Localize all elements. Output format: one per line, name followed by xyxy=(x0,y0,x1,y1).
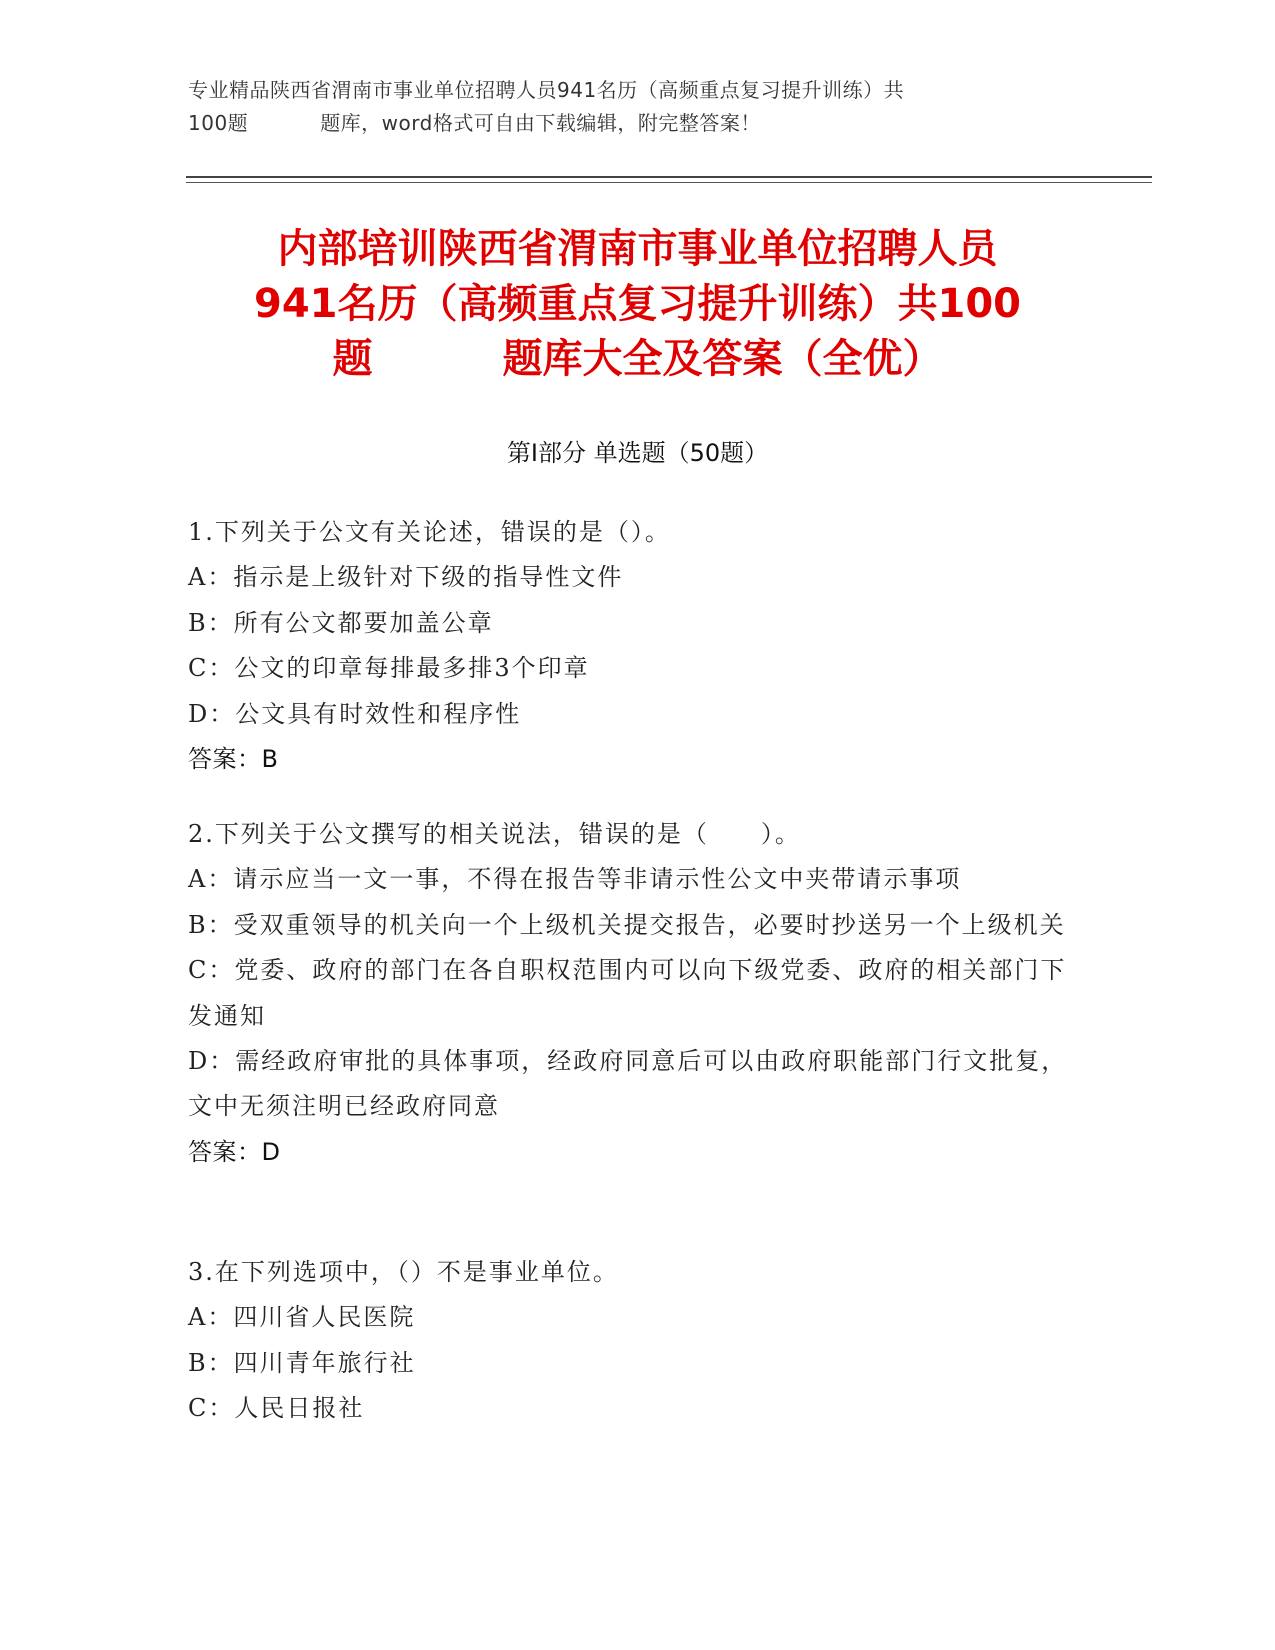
title-line-1: 内部培训陕西省渭南市事业单位招聘人员 xyxy=(277,226,998,272)
option-c: C：人民日报社 xyxy=(188,1394,365,1423)
header-line-1: 专业精品陕西省渭南市事业单位招聘人员941名历（高频重点复习提升训练）共 xyxy=(188,78,905,102)
document-header xyxy=(188,74,1068,140)
header-line-2-part-1: 100题 xyxy=(188,111,249,135)
question-2 xyxy=(188,812,1078,1175)
question-1 xyxy=(188,510,1078,782)
option-a: A：请示应当一文一事，不得在报告等非请示性公文中夹带请示事项 xyxy=(188,865,962,894)
option-b: B：受双重领导的机关向一个上级机关提交报告，必要时抄送另一个上级机关 xyxy=(188,910,1066,939)
option-d: D：公文具有时效性和程序性 xyxy=(188,699,522,728)
header-line-2-part-2: 题库，word格式可自由下载编辑，附完整答案！ xyxy=(320,111,761,135)
option-d: D：需经政府审批的具体事项，经政府同意后可以由政府职能部门行文批复，文中无须注明已经政府同意 xyxy=(188,1047,1068,1121)
question-3 xyxy=(188,1250,1078,1432)
question-stem: 1.下列关于公文有关论述，错误的是（）。 xyxy=(188,518,671,546)
title-line-2: 941名历（高频重点复习提升训练）共100 xyxy=(254,281,1021,327)
section-heading: 第Ⅰ部分 单选题（50题） xyxy=(506,439,769,467)
option-c: C：公文的印章每排最多排3个印章 xyxy=(188,654,590,683)
option-a: A：四川省人民医院 xyxy=(188,1303,416,1332)
title-line-3-part-1: 题 xyxy=(332,336,373,382)
option-a: A：指示是上级针对下级的指导性文件 xyxy=(188,563,624,592)
option-c: C：党委、政府的部门在各自职权范围内可以向下级党委、政府的相关部门下发通知 xyxy=(188,956,1067,1030)
answer: 答案：D xyxy=(188,1137,281,1166)
title-line-3-part-2: 题库大全及答案（全优） xyxy=(502,336,943,382)
header-divider-thin xyxy=(186,182,1152,183)
question-stem: 3.在下列选项中，（）不是事业单位。 xyxy=(188,1258,619,1286)
question-stem: 2.下列关于公文撰写的相关说法，错误的是（ ）。 xyxy=(188,820,801,848)
option-b: B：四川青年旅行社 xyxy=(188,1348,416,1377)
header-line-2 xyxy=(188,107,1068,140)
answer: 答案：B xyxy=(188,745,279,774)
document-title xyxy=(150,222,1125,387)
title-line-3 xyxy=(150,332,1125,387)
option-b: B：所有公文都要加盖公章 xyxy=(188,608,494,637)
header-divider-thick xyxy=(186,176,1152,178)
